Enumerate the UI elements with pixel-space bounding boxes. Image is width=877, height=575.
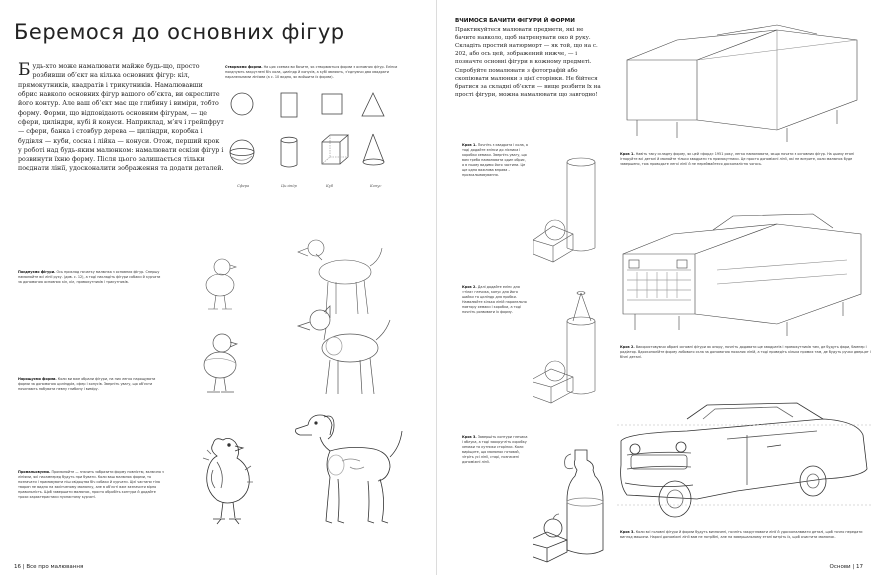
still-life-step3-caption (462, 435, 528, 465)
car2-bold: Крок 2. (620, 345, 635, 349)
dog-sketch-2 (290, 300, 400, 400)
caption1-bold: Поєднуємо фігури. (18, 270, 56, 274)
label-cylinder: Циліндр (281, 184, 297, 188)
drop-cap: Б (18, 60, 31, 80)
still-life-step2-caption (462, 285, 528, 315)
car1-bold: Крок 1. (620, 152, 635, 156)
still-life-step3-figure (533, 440, 608, 565)
section-intro: Практикуйтеся малювати предмети, які не бачите навколо, щоб натренувати око й руку. Складіть простий натюрморт — як той, що на с. 202, або ось цей, зображений нижче, — і позначте основні фігури в кожному предметі. Спробуйте помалювати з фотографій або скопіювати малюнки з цієї сторінки. Не бійтеся братися за складні об’єкти — вище розбити їх на прості фігури, можна намалювати що завгодно! (455, 27, 601, 98)
shapes-caption-text: На цих схемах ви бачите, як створюються форми з основних фігур. Еліпси поєднують закруглені біч кола, циліндр й конусів, а кубі являють, з’єднуючи два квадрати паралельними лініями (а с. 10 видно, як вийшити їх форми). (225, 65, 398, 79)
caption-building-forms (18, 377, 164, 392)
intro-text: удь-хто може намалювати майже будь-що, просто розбивши об’єкт на кілька основних фігур: кіл, прямокутників, квадратів і трикутників. Намалювавши обрис навколо основних фігур вашого об’єкта, ви окреслите його контур. Але ваш об’єкт має ще глибину і виміри, тобто форму. Форми, що відповідають основним фігурам, — це сфери, циліндри, кубі й конуси. Наприклад, м’яч і грейпфрут — сфери, банка і стовбур дерева — циліндри, коробка і будівля — куби, сосна і лійка — конуси. Отож, перший крок у роботі над будь-яким малюнком: намалювати ескізи фігур і розвинути їхню форму. Після цього залишається тільки поєднати лінії, удосконалити зображення та додати деталей. (18, 63, 224, 173)
chick-final (195, 430, 270, 530)
left-page-number: 16 (14, 564, 21, 570)
step1-text: Почніть з квадрата і кола, а тоді додайте еліпси до ліхника і коробки хемаки. Зверніть увагу, що вам треба намалювати один обрис, а в ньому видимо його частини. Це ще одна важлива вправа – прозкальмовування. (462, 143, 528, 177)
car3-text: Коли всі головні фігури й форми будуть визначені, почніть закруглювати лінії й удосконалювати деталі, щоб точно передати вигляд машини. Наразі допоміжні лінії вам не потрібні, але на завершальному етапі витріть їх, щоб очистити малюнок. (620, 530, 863, 539)
left-page (0, 0, 437, 575)
step2-bold: Крок 2. (462, 285, 477, 289)
caption-refining (18, 470, 164, 500)
caption-combining-shapes (18, 270, 164, 285)
car3-bold: Крок 3. (620, 530, 635, 534)
caption3-text: Промалюйте — значить зобразити форму повністю, включно з лініями, які насамперед будуть при бувати. Коли ваш малюнок форми, то позначати і примовувати ніш свідоцтва біч собаки й курчати. Цієї частини тіла тварин не видно на закінченому малюнку, але в об’єкті вже зазначити вірно правильність. Щоб завершити малюнок, просто обробіть контури й додайте трохи характеристики пухнастому курчаті. (18, 470, 164, 499)
intro-paragraph (18, 62, 224, 174)
car-step1-caption (620, 152, 872, 167)
shapes-caption (225, 65, 415, 80)
label-sphere: Сфера (237, 184, 250, 188)
car2-text: Використовуючи обрані основні фігури як опору, почніть додавати ще квадратів і прямокутників там, де будуть фари, бампер і радіатор. Вдосконалійте форму лобового скла за допомогою похилих ліній, а тоді проведіть кілька прямих там, де будуть ручки дверцят і бічні деталі. (620, 345, 871, 359)
caption2-text: Коли ви вже обрали фігури, на них легко нарощувати форми за допомогою циліндрів, сфер і конусів. Зверніть увагу, що об’єкти починають набувати певну глибину і виміру. (18, 377, 156, 391)
car-step1-figure (617, 20, 867, 150)
label-cube: Куб (326, 184, 334, 188)
label-cone: Конус (370, 184, 382, 188)
car-step3-caption (620, 530, 872, 540)
car1-text: Навіть таку складну форму, як цей «форд» 1951 року, легко намалювати, якщо почати з основних фігур. На цьому етапі ігноруйте всі деталі й малюйте тільки квадрати та прямокутники. Це просто допоміжні лінії, які не витрите, коли малюнок буде завершено, тож проводьте легкі лінії й не переймайтеся досконалістю чогось. (620, 152, 855, 166)
chick-sketch-2 (190, 325, 260, 400)
step1-bold: Крок 1. (462, 143, 477, 147)
left-footer-text: Все про малювання (26, 564, 84, 570)
page-title: Беремося до основних фігур (14, 20, 345, 44)
car-step2-figure (617, 210, 867, 340)
basic-shapes-figure (226, 90, 406, 180)
step2-text: Далі додайте еліпс для «тіла» глечика, конус для його шийки та циліндр для пробки. Намалюйте кілька ліній паралельно повтору хемаки і коробки, а тоді почніть розвивати їх форму. (462, 285, 527, 314)
caption1-text: Ось приклад початку малюнка з основних фігур. Спершу намалюйте всі лінії руху. (див. с. 12), а тоді накладіть фігури собаки й курчати за допомогою основних кіл, кіл, прямокутників і трикутників. (18, 270, 161, 284)
dog-final (290, 405, 410, 530)
step3-bold: Крок 3. (462, 435, 477, 439)
still-life-step1-figure (533, 150, 608, 270)
still-life-step2-figure (533, 285, 608, 405)
car-step2-caption (620, 345, 872, 360)
section-title: ВЧИМОСЯ БАЧИТИ ФІГУРИ Й ФОРМИ (455, 18, 575, 24)
right-footer-text: Основи (829, 564, 851, 570)
left-footer: 16 | Все про малювання (14, 564, 84, 570)
right-page-number: 17 (856, 564, 863, 570)
caption3-bold: Промальовуємо. (18, 470, 51, 474)
still-life-step1-caption (462, 143, 528, 178)
shapes-caption-bold: Створюємо форми. (225, 65, 263, 69)
right-page (437, 0, 877, 575)
step3-text: Завершіть контури глечика і яблука, а тоді заокругліть коробку хемаки та кутники сторінки. Коли виріщите, що малюнок готовий, зітріть усі лінії, старі, позначені допоміжні лінії. (462, 435, 528, 464)
right-footer: Основи | 17 (829, 564, 863, 570)
caption2-bold: Нарощуємо форми. (18, 377, 57, 381)
car-step3-figure (617, 395, 872, 525)
chick-sketch-1 (190, 245, 260, 315)
